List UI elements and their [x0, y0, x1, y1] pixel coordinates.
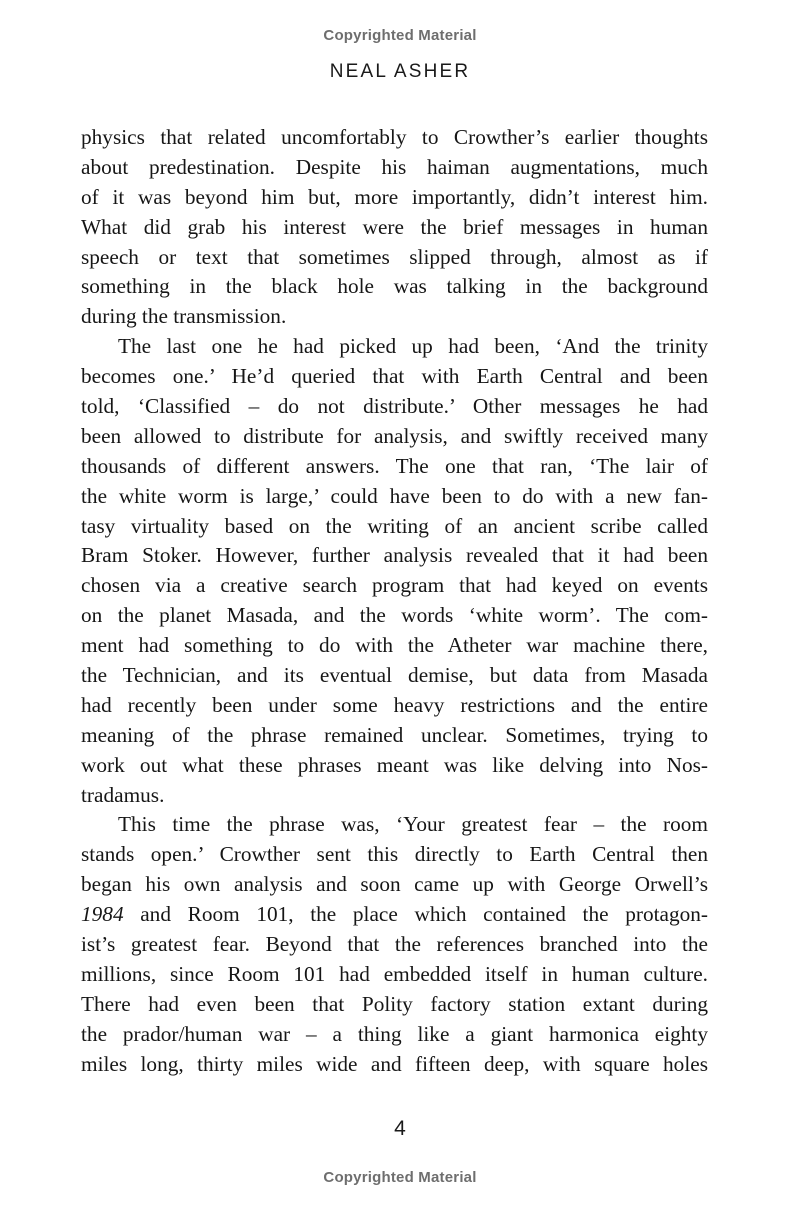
text-line	[81, 302, 708, 332]
text-line	[81, 123, 708, 153]
text-line	[81, 1050, 708, 1080]
text-line-content: tradamus.	[81, 782, 165, 807]
text-line	[81, 422, 708, 452]
text-line	[81, 721, 708, 751]
text-line-content: physics that related uncomfortably to Crowther’s earlier thoughts	[81, 125, 708, 149]
text-line-content: of it was beyond him but, more importantly, didn’t interest him.	[81, 184, 708, 209]
text-line	[81, 243, 708, 273]
text-line	[81, 810, 708, 840]
text-line	[81, 571, 708, 601]
text-line	[81, 631, 708, 661]
text-line	[81, 541, 708, 571]
text-line-content: stands open.’ Crowther sent this directly to Earth Central then	[81, 842, 708, 867]
text-line-content: ment had something to do with the Atheter war machine there,	[81, 633, 708, 658]
text-line-content: began his own analysis and soon came up with George Orwell’s	[81, 872, 708, 897]
text-line	[81, 512, 708, 542]
text-line-content: millions, since Room 101 had embedded itself in human culture.	[81, 961, 708, 986]
text-line-content: the prador/human war – a thing like a giant harmonica eighty	[81, 1021, 708, 1046]
text-line	[81, 990, 708, 1020]
text-line	[81, 482, 708, 512]
text-line-content: been allowed to distribute for analysis, and swiftly received many	[81, 423, 708, 448]
text-line-content: about predestination. Despite his haiman augmentations, much	[81, 154, 708, 179]
text-line	[81, 332, 708, 362]
text-line-content: meaning of the phrase remained unclear. Sometimes, trying to	[81, 722, 708, 747]
text-line	[81, 183, 708, 213]
page-number: 4	[394, 1117, 406, 1140]
text-line-content: What did grab his interest were the brief messages in human	[81, 214, 708, 239]
text-line-content: Bram Stoker. However, further analysis revealed that it had been	[81, 543, 708, 568]
copyright-notice-bottom: Copyrighted Material	[323, 1169, 477, 1186]
text-line	[81, 153, 708, 183]
copyright-notice-top: Copyrighted Material	[323, 27, 477, 44]
text-line-content: miles long, thirty miles wide and fifteen deep, with square holes	[81, 1051, 708, 1076]
text-line	[81, 751, 708, 781]
text-line	[81, 691, 708, 721]
text-line	[81, 960, 708, 990]
text-line	[81, 272, 708, 302]
text-line-content: There had even been that Polity factory station extant during	[81, 991, 708, 1016]
text-line	[81, 452, 708, 482]
text-line-content: thousands of different answers. The one that ran, ‘The lair of	[81, 453, 708, 478]
text-line-content: speech or text that sometimes slipped through, almost as if	[81, 244, 708, 269]
text-line	[81, 601, 708, 631]
text-line	[81, 930, 708, 960]
text-line-content: The last one he had picked up had been, ‘And the trinity	[118, 334, 708, 359]
text-line-content: told, ‘Classified – do not distribute.’ Other messages he had	[81, 394, 708, 419]
text-line-content: ist’s greatest fear. Beyond that the references branched into the	[81, 932, 708, 957]
text-line	[81, 213, 708, 243]
text-line	[81, 362, 708, 392]
text-line-content: chosen via a creative search program that had keyed on events	[81, 573, 708, 598]
text-line-content: and Room 101, the place which contained the protagon-	[123, 902, 708, 927]
text-line	[81, 840, 708, 870]
text-line-content: This time the phrase was, ‘Your greatest fear – the room	[118, 812, 708, 837]
text-line-content: something in the black hole was talking in the background	[81, 274, 708, 299]
text-line-content: work out what these phrases meant was like delving into Nos-	[81, 752, 708, 777]
text-line	[81, 661, 708, 691]
text-line	[81, 870, 708, 900]
text-line-content: the white worm is large,’ could have been to do with a new fan-	[81, 483, 708, 508]
running-head-author: NEAL ASHER	[329, 61, 471, 82]
book-title-italic: 1984	[81, 902, 124, 927]
text-line-content: the Technician, and its eventual demise, but data from Masada	[81, 663, 708, 688]
text-line-content: tasy virtuality based on the writing of an ancient scribe called	[81, 513, 708, 538]
text-line-content: on the planet Masada, and the words ‘white worm’. The com-	[81, 603, 708, 628]
text-line	[81, 781, 708, 811]
text-line-content: becomes one.’ He’d queried that with Earth Central and been	[81, 364, 708, 389]
text-line-content: during the transmission.	[81, 304, 287, 329]
text-line	[81, 900, 708, 930]
body-text	[81, 123, 708, 1080]
text-line	[81, 392, 708, 422]
text-line	[81, 1020, 708, 1050]
text-line-content: had recently been under some heavy restrictions and the entire	[81, 692, 708, 717]
